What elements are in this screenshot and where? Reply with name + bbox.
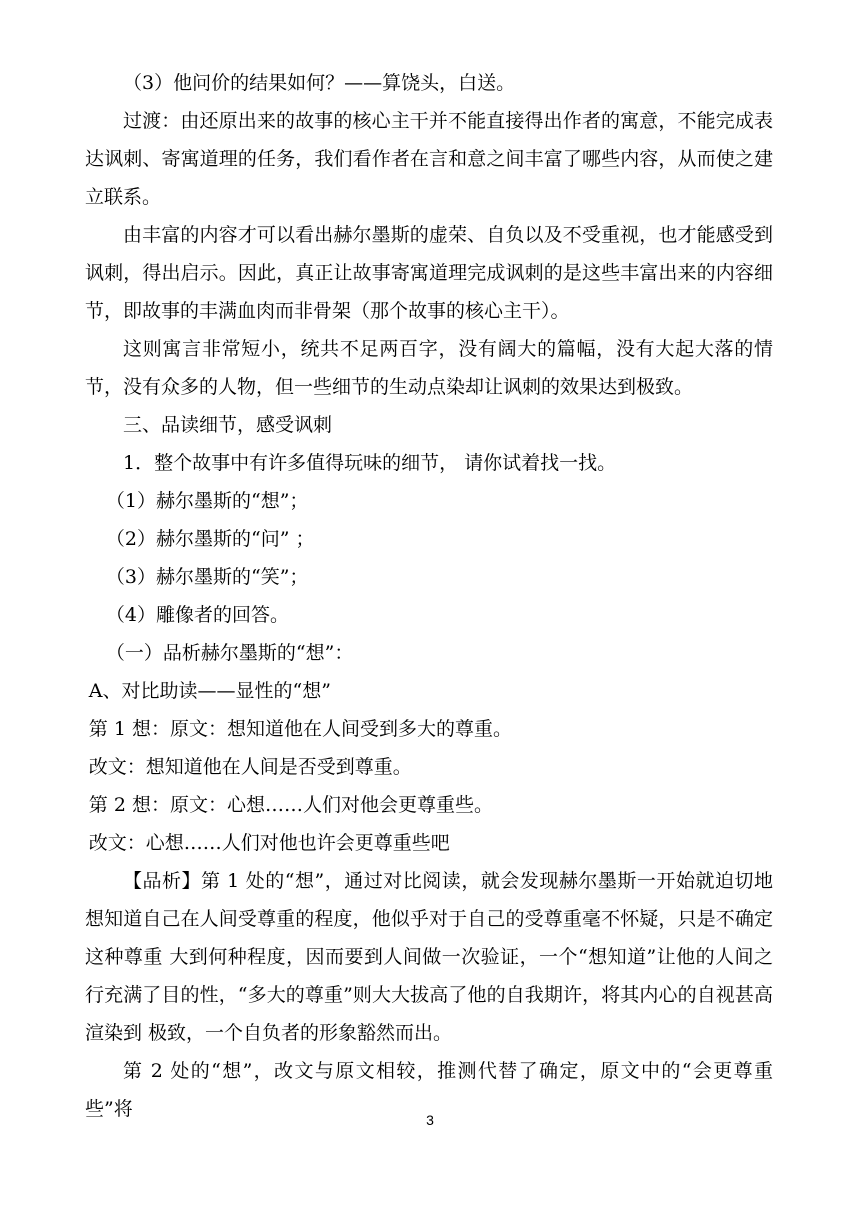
- section-heading-details: 三、品读细节，感受讽刺: [123, 414, 333, 436]
- list-item-think: （1）赫尔墨斯的“想”；: [105, 490, 309, 512]
- paragraph-question-3: （3）他问价的结果如何？——算饶头，白送。: [123, 72, 516, 94]
- paragraph-think-2-analysis: 第 2 处的“想”，改文与原文相较，推测代替了确定，原文中的“会更尊重些”将: [85, 1060, 773, 1120]
- think-1-original: 第 1 想：原文：想知道他在人间受到多大的尊重。: [88, 718, 512, 740]
- list-item-answer: （4）雕像者的回答。: [105, 604, 289, 626]
- paragraph-analysis: 【品析】第 1 处的“想”，通过对比阅读，就会发现赫尔墨斯一开始就迫切地想知道自己在人间受尊重的程度，他似乎对于自己的受尊重毫不怀疑，只是不确定这种尊重 大到何种程度，因而要到人间做一次验证，一个“想知道”让他的人间之行充满了目的性，“多大的尊重”则大大拔高了他的自我期许，将其内心的自视甚高渲染到 极致，一个自负者的形象豁然而出。: [85, 870, 773, 1044]
- body-text: [85, 64, 773, 1128]
- subheading-contrast-reading: A、对比助读——显性的“想”: [88, 680, 331, 702]
- list-item-ask: （2）赫尔墨斯的“问” ；: [105, 528, 315, 550]
- paragraph-enrichment: 由丰富的内容才可以看出赫尔墨斯的虚荣、自负以及不受重视，也才能感受到讽刺，得出启示。因此，真正让故事寄寓道理完成讽刺的是这些丰富出来的内容细节，即故事的丰满血肉而非骨架（那个故事的核心主干）。: [85, 224, 773, 322]
- list-item-laugh: （3）赫尔墨斯的“笑”；: [105, 566, 309, 588]
- subheading-analyze-think: （一）品析赫尔墨斯的“想”：: [105, 642, 354, 664]
- think-2-revised: 改文：心想……人们对他也许会更尊重些吧: [88, 832, 450, 854]
- paragraph-task-1: 1．整个故事中有许多值得玩味的细节， 请你试着找一找。: [123, 452, 617, 474]
- paragraph-fable-summary: 这则寓言非常短小，统共不足两百字，没有阔大的篇幅，没有大起大落的情节，没有众多的人物，但一些细节的生动点染却让讽刺的效果达到极致。: [85, 338, 773, 398]
- think-1-revised: 改文：想知道他在人间是否受到尊重。: [88, 756, 412, 778]
- paragraph-transition: 过渡：由还原出来的故事的核心主干并不能直接得出作者的寓意，不能完成表达讽刺、寄寓道理的任务，我们看作者在言和意之间丰富了哪些内容，从而使之建立联系。: [85, 110, 773, 208]
- page-number: 3: [426, 1112, 434, 1128]
- think-2-original: 第 2 想：原文：心想……人们对他会更尊重些。: [88, 794, 493, 816]
